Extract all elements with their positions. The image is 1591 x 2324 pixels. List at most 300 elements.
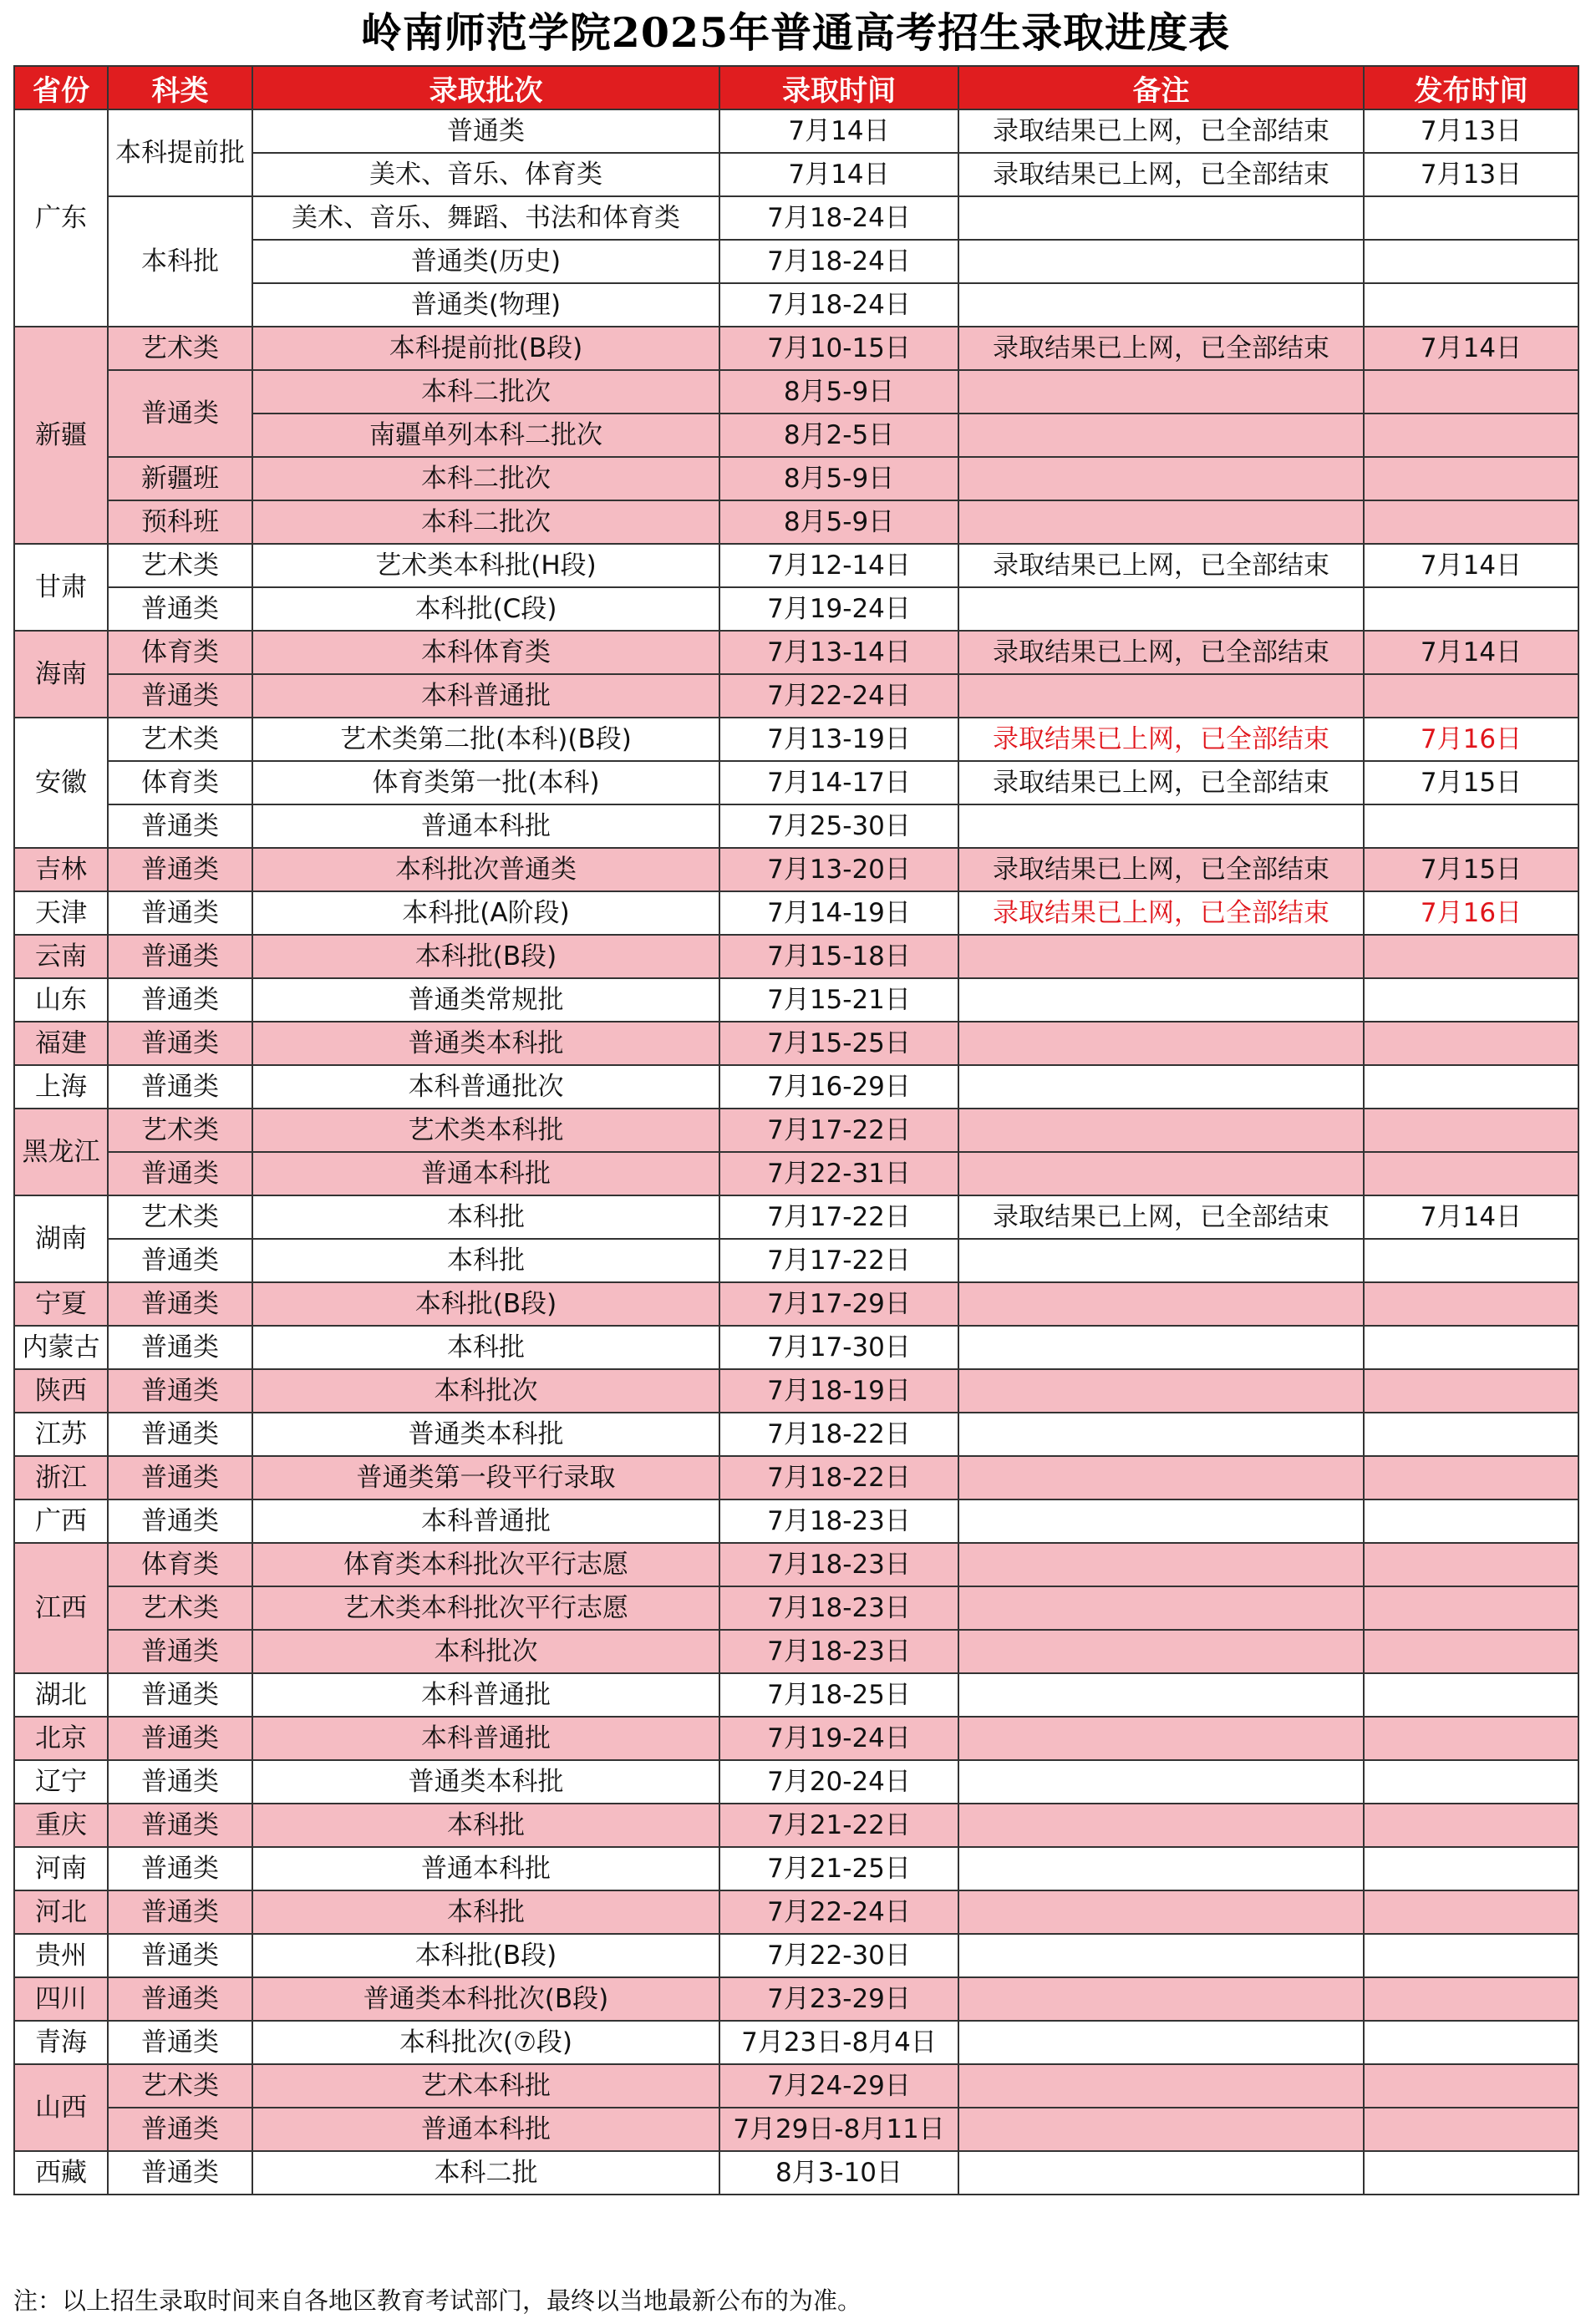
table-row	[14, 1804, 1578, 1847]
table-row	[14, 761, 1578, 804]
remark-cell	[958, 283, 1364, 327]
table-row	[14, 500, 1578, 544]
batch-cell: 体育类本科批次平行志愿	[252, 1543, 719, 1586]
table-row	[14, 935, 1578, 978]
province-cell: 新疆	[14, 327, 108, 544]
category-cell: 普通类	[108, 370, 252, 457]
table-row	[14, 1586, 1578, 1630]
release-date-cell	[1364, 804, 1578, 848]
batch-cell: 本科批	[252, 1239, 719, 1282]
category-cell: 普通类	[108, 1022, 252, 1065]
release-date-cell: 7月16日	[1364, 891, 1578, 935]
admission-time-cell: 8月2-5日	[719, 414, 958, 457]
province-cell: 浙江	[14, 1456, 108, 1499]
category-cell: 普通类	[108, 891, 252, 935]
batch-cell: 本科二批次	[252, 457, 719, 500]
admission-time-cell: 7月17-22日	[719, 1239, 958, 1282]
category-cell: 艺术类	[108, 1195, 252, 1239]
batch-cell: 本科批次	[252, 1630, 719, 1673]
batch-cell: 本科批次(⑦段)	[252, 2021, 719, 2064]
province-cell: 辽宁	[14, 1760, 108, 1804]
release-date-cell	[1364, 1413, 1578, 1456]
category-cell: 普通类	[108, 2021, 252, 2064]
batch-cell: 本科批(B段)	[252, 1282, 719, 1326]
release-date-cell	[1364, 674, 1578, 718]
batch-cell: 本科批	[252, 1326, 719, 1369]
table-row	[14, 1760, 1578, 1804]
category-cell: 艺术类	[108, 1586, 252, 1630]
category-cell: 普通类	[108, 2108, 252, 2151]
province-cell: 陕西	[14, 1369, 108, 1413]
province-cell: 河南	[14, 1847, 108, 1890]
remark-cell: 录取结果已上网，已全部结束	[958, 153, 1364, 196]
admission-time-cell: 7月18-22日	[719, 1456, 958, 1499]
remark-cell	[958, 1369, 1364, 1413]
remark-cell	[958, 1456, 1364, 1499]
table-row	[14, 1152, 1578, 1195]
admission-time-cell: 7月15-25日	[719, 1022, 958, 1065]
footnote: 注：以上招生录取时间来自各地区教育考试部门，最终以当地最新公布的为准。	[13, 2286, 862, 2315]
admission-time-cell: 7月21-22日	[719, 1804, 958, 1847]
batch-cell: 本科批(B段)	[252, 935, 719, 978]
admission-time-cell: 7月16-29日	[719, 1065, 958, 1109]
admission-time-cell: 7月15-21日	[719, 978, 958, 1022]
admission-time-cell: 7月18-23日	[719, 1630, 958, 1673]
province-cell: 山东	[14, 978, 108, 1022]
table-row	[14, 544, 1578, 587]
release-date-cell: 7月13日	[1364, 109, 1578, 153]
province-cell: 天津	[14, 891, 108, 935]
remark-cell	[958, 1065, 1364, 1109]
remark-cell	[958, 978, 1364, 1022]
category-cell: 普通类	[108, 1717, 252, 1760]
category-cell: 普通类	[108, 848, 252, 891]
remark-cell: 录取结果已上网，已全部结束	[958, 109, 1364, 153]
table-row	[14, 457, 1578, 500]
category-cell: 普通类	[108, 935, 252, 978]
release-date-cell	[1364, 978, 1578, 1022]
release-date-cell	[1364, 1717, 1578, 1760]
batch-cell: 普通本科批	[252, 1847, 719, 1890]
release-date-cell: 7月14日	[1364, 327, 1578, 370]
batch-cell: 本科体育类	[252, 631, 719, 674]
batch-cell: 普通类常规批	[252, 978, 719, 1022]
batch-cell: 本科批(B段)	[252, 1934, 719, 1977]
remark-cell	[958, 1673, 1364, 1717]
admission-time-cell: 7月19-24日	[719, 587, 958, 631]
release-date-cell	[1364, 370, 1578, 414]
remark-cell: 录取结果已上网，已全部结束	[958, 544, 1364, 587]
province-cell: 山西	[14, 2064, 108, 2151]
province-cell: 云南	[14, 935, 108, 978]
release-date-cell	[1364, 2064, 1578, 2108]
release-date-cell	[1364, 2021, 1578, 2064]
remark-cell	[958, 1326, 1364, 1369]
province-cell: 内蒙古	[14, 1326, 108, 1369]
remark-cell	[958, 370, 1364, 414]
batch-cell: 普通本科批	[252, 804, 719, 848]
batch-cell: 普通类本科批	[252, 1760, 719, 1804]
admission-time-cell: 7月23-29日	[719, 1977, 958, 2021]
batch-cell: 本科二批次	[252, 370, 719, 414]
category-cell: 普通类	[108, 1282, 252, 1326]
remark-cell	[958, 196, 1364, 240]
release-date-cell	[1364, 1065, 1578, 1109]
batch-cell: 本科普通批	[252, 674, 719, 718]
admission-time-cell: 7月17-29日	[719, 1282, 958, 1326]
remark-cell	[958, 1109, 1364, 1152]
release-date-cell	[1364, 2151, 1578, 2195]
admission-time-cell: 7月18-23日	[719, 1543, 958, 1586]
release-date-cell	[1364, 1934, 1578, 1977]
batch-cell: 艺术类本科批	[252, 1109, 719, 1152]
admission-time-cell: 7月24-29日	[719, 2064, 958, 2108]
remark-cell	[958, 414, 1364, 457]
remark-cell: 录取结果已上网，已全部结束	[958, 718, 1364, 761]
remark-cell	[958, 1717, 1364, 1760]
table-row	[14, 1239, 1578, 1282]
batch-cell: 本科批(A阶段)	[252, 891, 719, 935]
remark-cell: 录取结果已上网，已全部结束	[958, 1195, 1364, 1239]
table-row	[14, 848, 1578, 891]
batch-cell: 普通类第一段平行录取	[252, 1456, 719, 1499]
release-date-cell	[1364, 1022, 1578, 1065]
batch-cell: 普通类(物理)	[252, 283, 719, 327]
category-cell: 本科提前批	[108, 109, 252, 196]
batch-cell: 本科二批次	[252, 500, 719, 544]
table-row	[14, 891, 1578, 935]
batch-cell: 本科批	[252, 1890, 719, 1934]
admission-time-cell: 7月13-20日	[719, 848, 958, 891]
category-cell: 体育类	[108, 631, 252, 674]
batch-cell: 普通类本科批	[252, 1022, 719, 1065]
table-row	[14, 370, 1578, 414]
admission-time-cell: 7月18-23日	[719, 1499, 958, 1543]
province-cell: 福建	[14, 1022, 108, 1065]
category-cell: 本科批	[108, 196, 252, 327]
table-row	[14, 2064, 1578, 2108]
release-date-cell	[1364, 1977, 1578, 2021]
admission-schedule-table	[13, 65, 1579, 2195]
release-date-cell	[1364, 1499, 1578, 1543]
remark-cell: 录取结果已上网，已全部结束	[958, 891, 1364, 935]
batch-cell: 本科普通批	[252, 1717, 719, 1760]
batch-cell: 普通类(历史)	[252, 240, 719, 283]
release-date-cell: 7月14日	[1364, 631, 1578, 674]
release-date-cell	[1364, 1760, 1578, 1804]
category-cell: 普通类	[108, 587, 252, 631]
remark-cell	[958, 1977, 1364, 2021]
remark-cell	[958, 2064, 1364, 2108]
province-cell: 安徽	[14, 718, 108, 848]
admission-time-cell: 7月18-23日	[719, 1586, 958, 1630]
category-cell: 艺术类	[108, 1109, 252, 1152]
category-cell: 艺术类	[108, 327, 252, 370]
admission-time-cell: 7月20-24日	[719, 1760, 958, 1804]
batch-cell: 本科批(C段)	[252, 587, 719, 631]
batch-cell: 普通类本科批	[252, 1413, 719, 1456]
header-province: 省份	[14, 66, 108, 109]
admission-time-cell: 7月17-30日	[719, 1326, 958, 1369]
release-date-cell	[1364, 1109, 1578, 1152]
province-cell: 海南	[14, 631, 108, 718]
remark-cell	[958, 1630, 1364, 1673]
table-row	[14, 1543, 1578, 1586]
release-date-cell	[1364, 1673, 1578, 1717]
province-cell: 四川	[14, 1977, 108, 2021]
table-row	[14, 2021, 1578, 2064]
table-row	[14, 1934, 1578, 1977]
release-date-cell: 7月15日	[1364, 761, 1578, 804]
province-cell: 青海	[14, 2021, 108, 2064]
batch-cell: 本科批次	[252, 1369, 719, 1413]
admission-time-cell: 7月12-14日	[719, 544, 958, 587]
admission-time-cell: 7月18-22日	[719, 1413, 958, 1456]
release-date-cell	[1364, 1804, 1578, 1847]
category-cell: 普通类	[108, 1977, 252, 2021]
release-date-cell: 7月13日	[1364, 153, 1578, 196]
table-row	[14, 1499, 1578, 1543]
category-cell: 普通类	[108, 1413, 252, 1456]
admission-time-cell: 7月14-17日	[719, 761, 958, 804]
table-row	[14, 804, 1578, 848]
release-date-cell	[1364, 240, 1578, 283]
release-date-cell	[1364, 283, 1578, 327]
release-date-cell	[1364, 587, 1578, 631]
batch-cell: 本科批	[252, 1195, 719, 1239]
category-cell: 普通类	[108, 1804, 252, 1847]
table-row	[14, 1022, 1578, 1065]
header-admission-time: 录取时间	[719, 66, 958, 109]
province-cell: 黑龙江	[14, 1109, 108, 1195]
category-cell: 艺术类	[108, 544, 252, 587]
category-cell: 普通类	[108, 1065, 252, 1109]
category-cell: 普通类	[108, 1760, 252, 1804]
province-cell: 广西	[14, 1499, 108, 1543]
remark-cell	[958, 674, 1364, 718]
remark-cell	[958, 1586, 1364, 1630]
release-date-cell: 7月14日	[1364, 544, 1578, 587]
province-cell: 西藏	[14, 2151, 108, 2195]
release-date-cell	[1364, 500, 1578, 544]
category-cell: 预科班	[108, 500, 252, 544]
remark-cell	[958, 1847, 1364, 1890]
batch-cell: 普通本科批	[252, 2108, 719, 2151]
remark-cell	[958, 1239, 1364, 1282]
table-row	[14, 2151, 1578, 2195]
category-cell: 体育类	[108, 761, 252, 804]
category-cell: 普通类	[108, 1456, 252, 1499]
province-cell: 广东	[14, 109, 108, 327]
category-cell: 普通类	[108, 1239, 252, 1282]
table-row	[14, 1717, 1578, 1760]
remark-cell	[958, 1413, 1364, 1456]
remark-cell	[958, 587, 1364, 631]
admission-time-cell: 8月3-10日	[719, 2151, 958, 2195]
table-row	[14, 1413, 1578, 1456]
table-row	[14, 196, 1578, 240]
header-remark: 备注	[958, 66, 1364, 109]
admission-time-cell: 7月22-24日	[719, 1890, 958, 1934]
release-date-cell	[1364, 1586, 1578, 1630]
batch-cell: 南疆单列本科二批次	[252, 414, 719, 457]
batch-cell: 普通本科批	[252, 1152, 719, 1195]
province-cell: 上海	[14, 1065, 108, 1109]
category-cell: 普通类	[108, 1630, 252, 1673]
table-row	[14, 1109, 1578, 1152]
remark-cell	[958, 1804, 1364, 1847]
remark-cell	[958, 935, 1364, 978]
province-cell: 北京	[14, 1717, 108, 1760]
release-date-cell	[1364, 1282, 1578, 1326]
release-date-cell	[1364, 1890, 1578, 1934]
province-cell: 河北	[14, 1890, 108, 1934]
release-date-cell	[1364, 457, 1578, 500]
release-date-cell	[1364, 1630, 1578, 1673]
remark-cell	[958, 1152, 1364, 1195]
remark-cell: 录取结果已上网，已全部结束	[958, 631, 1364, 674]
batch-cell: 普通类本科批次(B段)	[252, 1977, 719, 2021]
category-cell: 普通类	[108, 674, 252, 718]
release-date-cell	[1364, 1369, 1578, 1413]
remark-cell: 录取结果已上网，已全部结束	[958, 848, 1364, 891]
remark-cell	[958, 1934, 1364, 1977]
province-cell: 湖南	[14, 1195, 108, 1282]
batch-cell: 本科批	[252, 1804, 719, 1847]
release-date-cell	[1364, 1456, 1578, 1499]
province-cell: 吉林	[14, 848, 108, 891]
header-release-date: 发布时间	[1364, 66, 1578, 109]
category-cell: 普通类	[108, 2151, 252, 2195]
release-date-cell: 7月14日	[1364, 1195, 1578, 1239]
table-body	[14, 109, 1578, 2195]
release-date-cell	[1364, 1543, 1578, 1586]
table-row	[14, 1282, 1578, 1326]
table-row	[14, 1369, 1578, 1413]
admission-time-cell: 7月18-19日	[719, 1369, 958, 1413]
table-row	[14, 674, 1578, 718]
category-cell: 体育类	[108, 1543, 252, 1586]
province-cell: 甘肃	[14, 544, 108, 631]
admission-time-cell: 7月19-24日	[719, 1717, 958, 1760]
table-row	[14, 1630, 1578, 1673]
page-title: 岭南师范学院2025年普通高考招生录取进度表	[360, 8, 1231, 57]
admission-time-cell: 7月23日-8月4日	[719, 2021, 958, 2064]
category-cell: 普通类	[108, 1847, 252, 1890]
remark-cell	[958, 1499, 1364, 1543]
release-date-cell	[1364, 1326, 1578, 1369]
remark-cell	[958, 500, 1364, 544]
batch-cell: 艺术类本科批(H段)	[252, 544, 719, 587]
table-row	[14, 587, 1578, 631]
batch-cell: 本科普通批	[252, 1673, 719, 1717]
table-row	[14, 1890, 1578, 1934]
table-row	[14, 1847, 1578, 1890]
batch-cell: 艺术类第二批(本科)(B段)	[252, 718, 719, 761]
release-date-cell	[1364, 2108, 1578, 2151]
batch-cell: 体育类第一批(本科)	[252, 761, 719, 804]
admission-time-cell: 8月5-9日	[719, 500, 958, 544]
admission-time-cell: 7月14日	[719, 109, 958, 153]
category-cell: 普通类	[108, 804, 252, 848]
admission-time-cell: 7月13-19日	[719, 718, 958, 761]
remark-cell	[958, 1543, 1364, 1586]
category-cell: 普通类	[108, 1326, 252, 1369]
release-date-cell	[1364, 935, 1578, 978]
admission-time-cell: 7月18-25日	[719, 1673, 958, 1717]
release-date-cell	[1364, 414, 1578, 457]
release-date-cell	[1364, 1152, 1578, 1195]
remark-cell	[958, 2108, 1364, 2151]
admission-time-cell: 7月14-19日	[719, 891, 958, 935]
table-row	[14, 978, 1578, 1022]
batch-cell: 本科批次普通类	[252, 848, 719, 891]
table-row	[14, 1456, 1578, 1499]
category-cell: 普通类	[108, 978, 252, 1022]
batch-cell: 艺术本科批	[252, 2064, 719, 2108]
admission-time-cell: 7月25-30日	[719, 804, 958, 848]
admission-time-cell: 7月18-24日	[719, 283, 958, 327]
remark-cell	[958, 240, 1364, 283]
province-cell: 贵州	[14, 1934, 108, 1977]
header-batch: 录取批次	[252, 66, 719, 109]
admission-time-cell: 7月15-18日	[719, 935, 958, 978]
table-row	[14, 1326, 1578, 1369]
remark-cell	[958, 1282, 1364, 1326]
remark-cell: 录取结果已上网，已全部结束	[958, 327, 1364, 370]
remark-cell	[958, 1760, 1364, 1804]
release-date-cell: 7月16日	[1364, 718, 1578, 761]
category-cell: 普通类	[108, 1369, 252, 1413]
category-cell: 艺术类	[108, 718, 252, 761]
release-date-cell	[1364, 1239, 1578, 1282]
table-row	[14, 1977, 1578, 2021]
admission-time-cell: 8月5-9日	[719, 370, 958, 414]
release-date-cell	[1364, 1847, 1578, 1890]
admission-time-cell: 7月18-24日	[719, 196, 958, 240]
category-cell: 普通类	[108, 1499, 252, 1543]
admission-time-cell: 7月17-22日	[719, 1109, 958, 1152]
admission-time-cell: 7月13-14日	[719, 631, 958, 674]
remark-cell	[958, 1890, 1364, 1934]
batch-cell: 艺术类本科批次平行志愿	[252, 1586, 719, 1630]
province-cell: 湖北	[14, 1673, 108, 1717]
admission-time-cell: 7月21-25日	[719, 1847, 958, 1890]
admission-time-cell: 7月22-24日	[719, 674, 958, 718]
admission-time-cell: 8月5-9日	[719, 457, 958, 500]
admission-time-cell: 7月17-22日	[719, 1195, 958, 1239]
table-row	[14, 718, 1578, 761]
admission-time-cell: 7月22-30日	[719, 1934, 958, 1977]
province-cell: 江苏	[14, 1413, 108, 1456]
batch-cell: 本科普通批	[252, 1499, 719, 1543]
province-cell: 重庆	[14, 1804, 108, 1847]
release-date-cell	[1364, 196, 1578, 240]
admission-time-cell: 7月18-24日	[719, 240, 958, 283]
table-row	[14, 1195, 1578, 1239]
remark-cell	[958, 1022, 1364, 1065]
category-cell: 普通类	[108, 1152, 252, 1195]
table-row	[14, 2108, 1578, 2151]
release-date-cell: 7月15日	[1364, 848, 1578, 891]
admission-time-cell: 7月29日-8月11日	[719, 2108, 958, 2151]
category-cell: 艺术类	[108, 2064, 252, 2108]
province-cell: 宁夏	[14, 1282, 108, 1326]
batch-cell: 美术、音乐、舞蹈、书法和体育类	[252, 196, 719, 240]
category-cell: 普通类	[108, 1934, 252, 1977]
category-cell: 普通类	[108, 1890, 252, 1934]
remark-cell: 录取结果已上网，已全部结束	[958, 761, 1364, 804]
